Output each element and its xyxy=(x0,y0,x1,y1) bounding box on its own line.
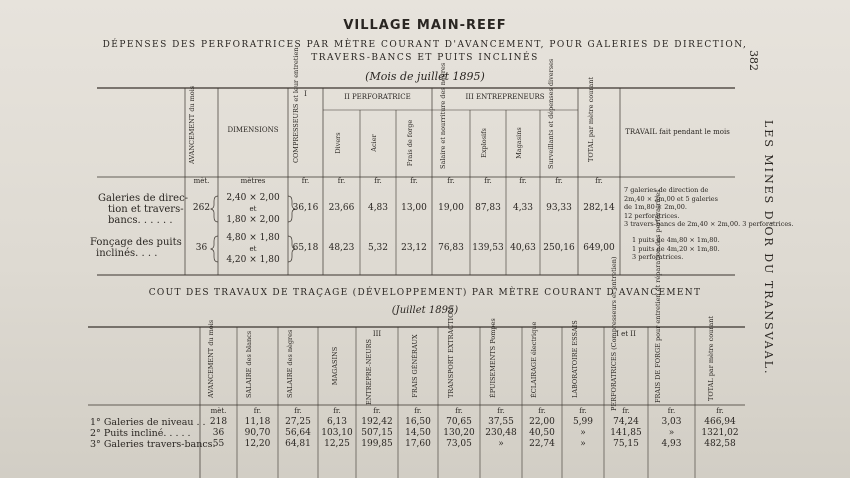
t2-col-entrepreneurs: 192,42 507,15 199,85 xyxy=(361,417,393,449)
cell-magasins: 4,33 xyxy=(512,203,534,213)
col-header-perforatrices: PERFORATRICES (Compresseurs et entretien) xyxy=(610,256,618,411)
unit-fr: fr. xyxy=(538,407,546,415)
unit-fr: fr. xyxy=(622,407,630,415)
cell-travail: 1 puits de 4m,80 × 1m,80. 1 puits de 4m,20 × 1m,80. 3 perforatrices. xyxy=(632,236,720,261)
unit-fr: fr. xyxy=(455,407,463,415)
row-label-foncage: Fonçage des puits inclinés. . . . xyxy=(90,237,182,259)
cell-compresseurs: 65,18 xyxy=(292,243,319,253)
col-header-dimensions: DIMENSIONS xyxy=(227,126,279,134)
cell-frais-de-forge: 13,00 xyxy=(401,203,427,213)
cell-dimensions: 4,80 × 1,80 et 4,20 × 1,80 xyxy=(226,233,280,265)
t2-col-avancement: 218 36 55 xyxy=(209,417,228,449)
col-header-magasins: MAGASINS xyxy=(331,346,339,386)
unit-fr: fr. xyxy=(294,407,302,415)
cell-acier: 5,32 xyxy=(367,243,389,253)
t2-col-eclairage: 22,00 40,50 22,74 xyxy=(529,417,555,449)
unit-fr: fr. xyxy=(447,177,455,185)
t2-col-laboratoire: 5,99 » » xyxy=(572,417,594,449)
unit-fr: fr. xyxy=(519,177,527,185)
col-header-salaire: Salaire et nourriture des nègres xyxy=(439,62,447,169)
cell-explosifs: 139,53 xyxy=(472,243,504,253)
unit-fr: fr. xyxy=(333,407,341,415)
cell-compresseurs: 36,16 xyxy=(292,203,319,213)
unit-met: mèt. xyxy=(193,177,210,185)
unit-fr: fr. xyxy=(497,407,505,415)
unit-fr: fr. xyxy=(373,407,381,415)
unit-fr: fr. xyxy=(301,177,310,185)
col-header-explosifs: Explosifs xyxy=(480,128,488,158)
col-header-avancement: AVANCEMENT du mois xyxy=(207,319,215,398)
t2-col-salaire-negres: 27,25 56,64 64,81 xyxy=(285,417,311,449)
cell-total: 649,00 xyxy=(583,243,615,253)
t2-col-magasins: 6,13 103,10 12,25 xyxy=(321,417,353,449)
t2-row-labels: 1° Galeries de niveau . . 2° Puits incliné. . . . . 3° Galeries travers-bancs. xyxy=(90,417,216,450)
cell-surveillants: 93,33 xyxy=(546,203,572,213)
col-header-total: TOTAL par mètre courant xyxy=(707,315,715,401)
col-group-i: I xyxy=(304,90,307,98)
col-header-magasins: Magasins xyxy=(515,127,523,159)
subtitle-line-1: DÉPENSES DES PERFORATRICES PAR MÈTRE COURANT D'AVANCEMENT, POUR GALERIES DE DIRECTION, xyxy=(102,40,748,50)
t2-col-frais-generaux: 16,50 14,50 17,60 xyxy=(405,417,431,449)
row-label-galeries: Galeries de direc- tion et travers- bancs. . . . . . xyxy=(98,193,189,226)
page-title: VILLAGE MAIN-REEF xyxy=(343,18,507,33)
col-header-eclairage: ÉCLAIRAGE électrique xyxy=(530,321,538,398)
cell-avancement: 36 xyxy=(195,243,208,253)
cell-surveillants: 250,16 xyxy=(543,243,575,253)
unit-metres: mètres xyxy=(240,177,266,185)
subtitle-line-2: TRAVERS-BANCS ET PUITS INCLINÉS xyxy=(311,53,539,63)
unit-fr: fr. xyxy=(555,177,563,185)
unit-fr: fr. xyxy=(374,177,382,185)
col-header-entrepreneurs: ENTREPRE-NEURS xyxy=(365,339,373,405)
t2-col-total: 466,94 1321,02 482,58 xyxy=(701,417,739,449)
col-header-laboratoire: LABORATOIRE ESSAIS xyxy=(571,320,579,398)
cell-salaire: 76,83 xyxy=(438,243,464,253)
cell-dimensions: 2,40 × 2,00 et 1,80 × 2,00 xyxy=(226,193,280,225)
unit-fr: fr. xyxy=(414,407,422,415)
col-group-ii: II PERFORATRICE xyxy=(344,93,411,101)
col-header-frais-de-forge: FRAIS DE FORGE pour entretien et réparation des perforatrices xyxy=(654,189,662,403)
col-header-frais-generaux: FRAIS GÉNÉRAUX xyxy=(411,334,419,398)
col-header-acier: Acier xyxy=(370,134,378,152)
cell-total: 282,14 xyxy=(583,203,615,213)
cell-explosifs: 87,83 xyxy=(475,203,501,213)
page-number: 382 xyxy=(747,50,760,71)
col-header-travail: TRAVAIL fait pendant le mois xyxy=(625,128,730,136)
col-header-avancement: AVANCEMENT du mois xyxy=(188,85,196,164)
cell-divers: 48,23 xyxy=(328,243,355,253)
period-label: (Mois de juillet 1895) xyxy=(365,70,485,83)
cell-magasins: 40,63 xyxy=(510,243,536,253)
t2-col-transport: 70,65 130,20 73,05 xyxy=(443,417,475,449)
col-header-divers: Divers xyxy=(334,132,342,154)
unit-fr: fr. xyxy=(337,177,346,185)
col-header-salaire-negres: SALAIRE des nègres xyxy=(286,329,294,398)
col-header-transport: TRANSPORT EXTRACTION xyxy=(447,306,455,398)
col-header-compresseurs: COMPRESSEURS et leur entretien xyxy=(292,47,300,163)
col-header-salaire-blancs: SALAIRE des blancs xyxy=(245,330,253,398)
col-header-surveillants: Surveillants et dépenses diverses xyxy=(547,58,555,169)
t2-col-epuisements: 37,55 230,48 » xyxy=(485,417,517,449)
unit-fr: fr. xyxy=(595,177,603,185)
cell-salaire: 19,00 xyxy=(438,203,464,213)
unit-fr: fr. xyxy=(253,407,262,415)
unit-fr: fr. xyxy=(716,407,724,415)
col-group-iii: III xyxy=(372,330,382,338)
cell-avancement: 262 xyxy=(192,203,211,213)
t2-col-frais-de-forge: 3,03 » 4,93 xyxy=(661,417,682,449)
running-head: LES MINES D'OR DU TRANSVAAL. xyxy=(762,120,775,376)
col-header-total: TOTAL par mètre courant xyxy=(587,76,595,162)
col-header-epuisements: ÉPUISEMENTS Pompes xyxy=(489,318,497,398)
unit-fr: fr. xyxy=(410,177,418,185)
col-header-frais-de-forge: Frais de forge xyxy=(406,119,414,167)
section-2-period: (Juillet 1895) xyxy=(391,305,459,316)
t2-col-perforatrices: 74,24 141,85 75,15 xyxy=(610,417,642,449)
unit-fr: fr. xyxy=(484,177,492,185)
section-2-title: COUT DES TRAVAUX DE TRAÇAGE (DÉVELOPPEMENT) PAR MÈTRE COURANT D'AVANCEMENT xyxy=(148,288,702,298)
unit-met: mèt. xyxy=(210,407,227,415)
cell-divers: 23,66 xyxy=(328,203,355,213)
cell-acier: 4,83 xyxy=(367,203,389,213)
t2-col-salaire-blancs: 11,18 90,70 12,20 xyxy=(244,417,271,449)
col-group-i-ii: I et II xyxy=(616,330,636,338)
unit-fr: fr. xyxy=(579,407,587,415)
cell-travail: 7 galeries de direction de 2m,40 × 2m,00 et 5 galeries de 1m,80 × 2m,00. 12 perforatrices. 3 travers-bancs de 2m,40 × 2m,00. 3 perforatrices. xyxy=(624,186,794,228)
unit-fr: fr. xyxy=(667,407,676,415)
cell-frais-de-forge: 23,12 xyxy=(401,243,427,253)
col-group-iii: III ENTREPRENEURS xyxy=(465,93,545,101)
